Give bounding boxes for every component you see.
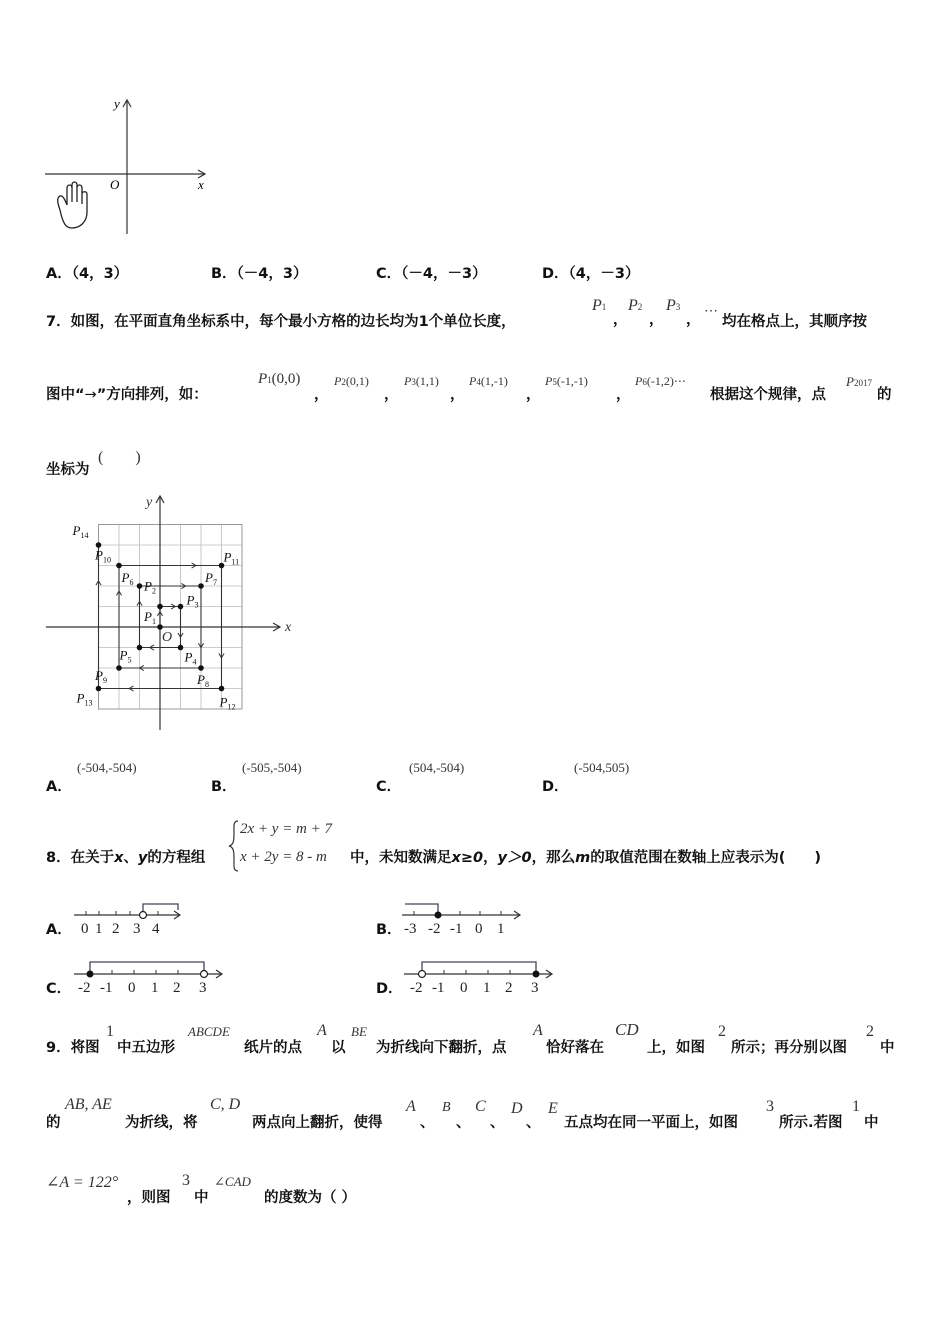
q6-option-c[interactable] [376,262,487,283]
q7-option-a-value: (-504,-504) [77,760,137,775]
q7-comma-3: ， [686,312,701,328]
q8-brace-icon [228,820,240,872]
q7-p1-label: P1 [592,297,607,314]
q7-comma-2: ， [649,312,664,328]
q9-be: BE [351,1024,367,1039]
q8a-tick-3: 3 [133,921,141,937]
q9-angle-cad: ∠CAD [214,1174,251,1189]
q8d-tick-5: 3 [531,980,539,996]
q8d-tick-0: -2 [410,980,423,996]
spiral-point [96,686,102,692]
q6-origin-label: O [110,177,120,192]
q9-dun-1: 、 [420,1115,435,1131]
spiral-point-label: $P_5$ [119,647,132,665]
q8-numberline-b [400,898,530,938]
hand-icon [58,182,87,228]
spiral-point-label: $P_{13}$ [76,690,93,708]
q9-fig-num-3b: 3 [182,1172,190,1189]
q8c-tick-4: 2 [173,980,181,996]
spiral-point-label: $P_1$ [144,609,156,626]
spiral-point [137,583,143,589]
q9-fig-num-1: 1 [106,1023,114,1040]
spiral-point-label: $P_3$ [186,592,199,610]
spiral-point [198,583,204,589]
q8d-tick-2: 0 [460,980,468,996]
q7-option-c[interactable] [376,775,401,796]
q7-spiral-figure [40,490,300,735]
q9-l2-e: 所示.若图 [779,1115,843,1131]
q8-numberline-a [72,898,192,938]
q7-option-d-letter: D． [542,779,569,795]
q7-line1-a-text: 7．如图，在平面直角坐标系中，每个最小方格的边长均为 [46,314,419,330]
spiral-point [157,624,163,630]
q8a-open-point [140,912,147,919]
q7-seq-p5: P5(-1,-1) [545,374,588,388]
q7-seq-p3: P3(1,1) [404,374,439,388]
q9-l1-a: 9．将图 [46,1040,100,1056]
q9-l3-c: 的度数为（ ） [264,1190,357,1206]
q9-fig-num-1b: 1 [852,1098,860,1115]
q8d-tick-4: 2 [505,980,513,996]
q7-comma-1: ， [613,312,628,328]
axis-label-o: O [162,630,173,645]
q7-line2-a [46,383,208,404]
q8-option-a[interactable] [46,918,72,939]
q7-p3-label: P3 [666,297,681,314]
spiral-point [116,665,122,671]
q9-pt-c: C [475,1098,486,1115]
q9-dun-3: 、 [490,1115,505,1131]
q8-text-a: 8．在关于x、y的方程组 [46,850,206,866]
q8-numberline-d [402,957,562,997]
q7-seq-p6: P6(-1,2)⋯ [635,374,686,388]
q8b-tick-1: -2 [428,921,441,937]
q7-line1-a [46,310,516,331]
spiral-point-label: $P_8$ [197,672,209,689]
q6-option-d-letter: D． [542,266,569,282]
spiral-point-label: $P_4$ [184,649,197,667]
q7-option-c-value: (504,-504) [409,760,465,775]
q8a-tick-0: 0 [81,921,89,937]
q8-option-c[interactable] [46,977,71,998]
q9-fig-num-2: 2 [718,1023,726,1040]
q9-l1-h: 所示；再分别以图 [731,1040,847,1056]
q8d-tick-1: -1 [432,980,445,996]
q8-option-a-letter: A． [46,922,72,938]
q8-text-c: 中，未知数满足x≥0，y＞0，那么m的取值范围在数轴上应表示为( ) [350,850,822,866]
q7-line1-num: 1 [418,314,429,330]
q9-l1-g: 上，如图 [647,1040,705,1056]
q8b-closed-point [435,912,442,919]
q8d-open-point [419,971,426,978]
q7-line2-d: 的 [877,387,892,403]
q8b-tick-4: 1 [497,921,505,937]
q9-fig-num-2b: 2 [866,1023,874,1040]
q8a-tick-2: 2 [112,921,120,937]
q6-option-a[interactable] [46,262,128,283]
q6-option-c-letter: C． [376,266,402,282]
q9-abcde: ABCDE [188,1024,230,1039]
q8c-tick-2: 0 [128,980,136,996]
q7-seq-p1: P1(0,0) [258,371,301,387]
spiral-point [178,645,184,651]
q7-option-d-value: (-504,505) [574,760,630,775]
q8-y-var: y [137,850,148,866]
q8b-tick-3: 0 [475,921,483,937]
q7-arrow-icon: → [84,387,97,403]
q9-l3-a: ，则图 [127,1190,171,1206]
spiral-point-label: $P_2$ [144,578,156,596]
q6-option-d-text: （4，－3） [568,266,640,282]
q7-option-b[interactable] [211,775,237,796]
q7-option-a[interactable] [46,775,72,796]
q9-l3-b: 中 [194,1190,209,1206]
q7-seq-p4: P4(1,-1) [469,374,508,388]
q7-line2-a-text: 图中“ [46,387,85,403]
q8c-tick-3: 1 [151,980,159,996]
spiral-point [219,686,225,692]
q6-option-a-letter: A． [46,266,72,282]
q8-cond-2: y＞0 [497,850,532,866]
q8c-open-point [201,971,208,978]
q8-option-d-letter: D． [376,981,403,997]
q6-y-label: y [114,96,120,111]
q8d-range-bracket [422,962,536,971]
q9-l2-b: 为折线，将 [125,1115,198,1131]
q8-x-var: x [114,850,124,866]
q8-option-c-letter: C． [46,981,72,997]
q9-angle-a: ∠A = 122° [46,1174,119,1191]
q9-point-a-1: A [317,1022,327,1039]
q6-option-c-text: （－4，－3） [401,266,487,282]
q8c-tick-0: -2 [78,980,91,996]
q9-dun-2: 、 [456,1115,471,1131]
q7-line1-b-text: 个单位长度， [428,314,516,330]
spiral-point [116,563,122,569]
q8c-closed-point [87,971,94,978]
q8c-range-bracket [90,962,204,971]
q8-equation-2: x + 2y = 8 - m [240,849,327,865]
spiral-point-label: $P_6$ [121,570,134,587]
q7-option-c-letter: C． [376,779,402,795]
spiral-point [198,665,204,671]
q8-equation-1: 2x + y = m + 7 [240,821,333,837]
q7-p2017-label: P2017 [846,374,872,389]
spiral-point [96,542,102,548]
q9-point-a-2: A [533,1022,543,1039]
q7-answer-paren: ( ) [98,449,141,466]
grid-frame [99,525,243,710]
q8b-range-bracket [405,904,438,912]
spiral-point-label: $P_{11}$ [223,549,240,567]
q8a-tick-4: 4 [152,921,160,937]
q8-cond-1: x≥0 [451,850,484,866]
q9-l1-d: 以 [331,1040,346,1056]
q7-p2-label: P2 [628,297,643,314]
q7-line2-b-text: ”方向排列，如： [96,387,208,403]
q7-seq-comma-1: ， [314,387,329,403]
spiral-point [157,604,163,610]
q6-option-b-letter: B． [211,266,237,282]
q9-l2-f: 中 [864,1115,879,1131]
q8a-tick-1: 1 [95,921,103,937]
q9-dun-4: 、 [526,1115,541,1131]
axis-label-y: y [146,495,153,510]
q9-l2-a: 的 [46,1115,61,1131]
q8-m-var: m [575,850,591,866]
q9-l2-c: 两点向上翻折，使得 [252,1115,383,1131]
q6-option-b-text: （－4，3） [236,266,308,282]
q9-l2-d: 五点均在同一平面上，如图 [564,1115,738,1131]
q9-l1-c: 纸片的点 [244,1040,302,1056]
spiral-point-label: $P_{10}$ [95,547,111,565]
q7-option-b-value: (-505,-504) [242,760,302,775]
q9-fig-num-3: 3 [766,1098,774,1115]
q8-option-b[interactable] [376,918,402,939]
spiral-point-label: $P_9$ [95,668,107,685]
q9-pt-b: B [442,1100,451,1115]
spiral-point-label: $P_{14}$ [72,523,89,540]
q7-seq-comma-5: ， [616,387,631,403]
q8b-tick-2: -1 [450,921,463,937]
q9-pt-d: D [511,1100,523,1117]
q9-c-d-points: C, D [210,1096,241,1113]
q6-option-a-text: （4，3） [71,266,129,282]
q8c-tick-1: -1 [100,980,113,996]
q9-pt-e: E [548,1100,558,1117]
q9-l1-e: 为折线向下翻折，点 [376,1040,507,1056]
q7-line3: 坐标为 [46,462,90,478]
q9-pt-a: A [406,1098,416,1115]
q9-cd: CD [615,1020,639,1039]
q7-line2-c: 根据这个规律，点 [710,387,826,403]
q8d-closed-point [533,971,540,978]
q7-option-a-letter: A． [46,779,72,795]
spiral-point-label: $P_7$ [205,570,217,587]
q7-seq-p2: P2(0,1) [334,374,369,388]
q7-option-b-letter: B． [211,779,237,795]
q8-numberline-c [72,957,232,997]
spiral-point [178,604,184,610]
q7-option-d[interactable] [542,775,569,796]
q7-ellipsis: ⋯ [704,304,718,319]
q6-axes-figure [40,92,220,237]
q9-l1-i: 中 [880,1040,895,1056]
q9-l1-b: 中五边形 [117,1040,175,1056]
q6-option-b[interactable] [211,262,308,283]
q8d-tick-3: 1 [483,980,491,996]
spiral-point [137,645,143,651]
q9-ab-ae: AB, AE [65,1096,112,1113]
axis-label-x: x [285,620,292,635]
q7-seq-comma-2: ， [384,387,399,403]
q8a-range-bracket [143,904,178,911]
q8-option-b-letter: B． [376,922,402,938]
q6-option-d[interactable] [542,262,639,283]
q8-option-d[interactable] [376,977,403,998]
q9-l1-f: 恰好落在 [546,1040,604,1056]
q6-x-label: x [198,177,204,192]
spiral-point-label: $P_{12}$ [219,694,236,712]
q7-seq-comma-4: ， [526,387,541,403]
q8b-tick-0: -3 [404,921,417,937]
q8c-tick-5: 3 [199,980,207,996]
q7-seq-comma-3: ， [450,387,465,403]
q7-line1-c: 均在格点上，其顺序按 [722,314,867,330]
